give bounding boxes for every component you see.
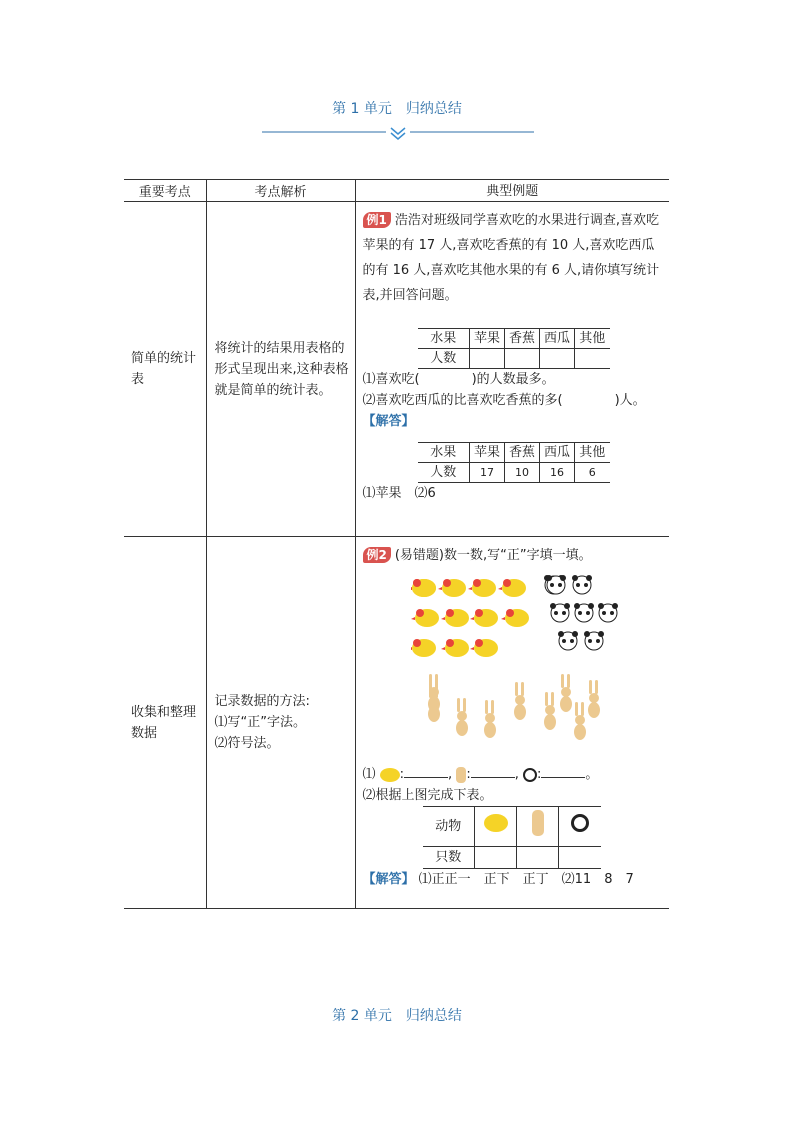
table-row bbox=[124, 537, 669, 909]
stat-value: 17 bbox=[470, 463, 505, 483]
unit2-title: 第 2 单元 归纳总结 bbox=[332, 1008, 462, 1024]
chick-icon bbox=[475, 807, 517, 847]
column-header: 重要考点 bbox=[124, 180, 206, 202]
question-text: (易错题)数一数,写“正”字填一填。 bbox=[394, 548, 592, 563]
chick-icon bbox=[380, 768, 400, 782]
column-header: 典型例题 bbox=[355, 180, 669, 202]
rabbit-icon bbox=[456, 767, 466, 783]
analysis-item: ⑵符号法。 bbox=[214, 736, 280, 751]
rabbit-icon bbox=[517, 807, 559, 847]
stat-header: 其他 bbox=[575, 443, 610, 463]
question-text: 浩浩对班级同学喜欢吃的水果进行调查,喜欢吃苹果的有 17 人,喜欢吃香蕉的有 10 人,喜欢吃西瓜的有 16 人,喜欢吃其他水果的有 6 人,请你填写统计表,并回答问题。 bbox=[362, 213, 660, 303]
animal-blank-cell bbox=[517, 847, 559, 869]
table-header-row bbox=[124, 180, 669, 202]
stat-header: 香蕉 bbox=[505, 329, 540, 349]
example-cell bbox=[355, 537, 669, 909]
fruit-stat-table-answer bbox=[418, 442, 610, 483]
stat-header: 水果 bbox=[418, 443, 470, 463]
answer-text: ⑴正正一 正下 正丁 ⑵11 8 7 bbox=[418, 872, 634, 887]
animal-blank-cell bbox=[475, 847, 517, 869]
animal-picture bbox=[363, 574, 666, 764]
unit1-title: 第 1 单元 归纳总结 bbox=[332, 101, 462, 117]
stat-blank-cell bbox=[470, 349, 505, 369]
panda-group-icon bbox=[543, 574, 623, 664]
stat-header: 西瓜 bbox=[540, 329, 575, 349]
example-badge: 例2 bbox=[363, 547, 391, 563]
stat-blank-cell bbox=[540, 349, 575, 369]
example-question bbox=[363, 208, 666, 308]
summary-table bbox=[124, 179, 669, 909]
answer-label: 【解答】 bbox=[362, 872, 415, 887]
panda-icon bbox=[523, 768, 537, 782]
stat-header: 苹果 bbox=[470, 443, 505, 463]
question-2: ⑵根据上图完成下表。 bbox=[362, 788, 493, 803]
panda-icon bbox=[559, 807, 601, 847]
stat-value: 6 bbox=[575, 463, 610, 483]
stat-blank-cell bbox=[575, 349, 610, 369]
stat-header: 西瓜 bbox=[540, 443, 575, 463]
answer-line bbox=[363, 869, 666, 890]
animal-count-table bbox=[423, 806, 601, 869]
stat-value: 10 bbox=[505, 463, 540, 483]
stat-header: 香蕉 bbox=[505, 443, 540, 463]
answer-text: ⑴苹果 ⑵6 bbox=[362, 486, 436, 501]
animal-table-header: 动物 bbox=[423, 807, 475, 847]
column-header: 考点解析 bbox=[206, 180, 355, 202]
answer-label: 【解答】 bbox=[362, 414, 415, 429]
chick-group-icon bbox=[411, 574, 541, 664]
stat-row-label: 人数 bbox=[418, 463, 470, 483]
analysis-item: ⑴写“正”字法。 bbox=[214, 715, 306, 730]
example-question bbox=[363, 543, 666, 568]
rabbit-group-icon bbox=[423, 674, 623, 754]
table-row bbox=[124, 202, 669, 537]
animal-blank-cell bbox=[559, 847, 601, 869]
analysis-title: 记录数据的方法: bbox=[214, 694, 310, 709]
question-2: ⑵喜欢吃西瓜的比喜欢吃香蕉的多( )人。 bbox=[362, 393, 646, 408]
title-divider-chevron-icon bbox=[262, 126, 534, 142]
analysis-cell bbox=[206, 537, 355, 909]
fruit-stat-table-blank bbox=[418, 328, 610, 369]
topic-cell: 简单的统计表 bbox=[124, 202, 206, 537]
stat-header: 水果 bbox=[418, 329, 470, 349]
stat-value: 16 bbox=[540, 463, 575, 483]
animal-table-row-label: 只数 bbox=[423, 847, 475, 869]
stat-blank-cell bbox=[505, 349, 540, 369]
question-1: ⑴喜欢吃( )的人数最多。 bbox=[362, 372, 555, 387]
example-cell bbox=[355, 202, 669, 537]
question-1: ⑴ : , : , : 。 bbox=[362, 767, 599, 782]
example-badge: 例1 bbox=[363, 212, 391, 228]
stat-header: 苹果 bbox=[470, 329, 505, 349]
analysis-cell: 将统计的结果用表格的形式呈现出来,这种表格就是简单的统计表。 bbox=[206, 202, 355, 537]
topic-cell: 收集和整理数据 bbox=[124, 537, 206, 909]
stat-header: 其他 bbox=[575, 329, 610, 349]
stat-row-label: 人数 bbox=[418, 349, 470, 369]
